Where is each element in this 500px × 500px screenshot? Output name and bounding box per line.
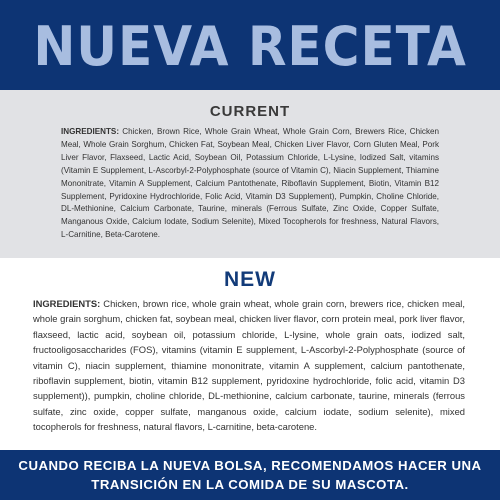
footer-banner: [0, 450, 500, 500]
new-ingredients-label: INGREDIENTS:: [33, 298, 101, 309]
transition-notice-line-2: TRANSICIÓN EN LA COMIDA DE SU MASCOTA.: [91, 477, 409, 492]
current-ingredients-text: Chicken, Brown Rice, Whole Grain Wheat, Whole Grain Corn, Brewers Rice, Chicken Meal, Whole Grain Sorghum, Chicken Fat, Soybean Meal, Chicken Liver Flavor, Corn Gluten Meal, Pork Liver Flavor, Flaxseed, Lactic Acid, Soybean Oil, Potassium Chloride, L-Lysine, Iodized Salt, vitamins (Vitamin E Supplement, L-Ascorbyl-2-Polyphosphate (source of Vitamin C), Niacin Supplement, Thiamine Mononitrate, Vitamin A Supplement, Calcium Pantothenate, Riboflavin Supplement, Biotin, Vitamin B12 Supplement, Pyridoxine Hydrochloride, Folic Acid, Vitamin D3 Supplement), Pumpkin, Choline Chloride, DL-Methionine, Calcium Carbonate, Taurine, minerals (Ferrous Sulfate, Zinc Oxide, Copper Sulfate, Manganous Oxide, Calcium Iodate, Sodium Selenite), Mixed Tocopherols for freshness, Natural Flavors, L-Carnitine, Beta-Carotene.: [61, 127, 439, 240]
transition-notice-line-1: CUANDO RECIBA LA NUEVA BOLSA, RECOMENDAMOS HACER UNA: [18, 458, 482, 473]
new-ingredients-text: Chicken, brown rice, whole grain wheat, whole grain corn, brewers rice, chicken meal, whole grain sorghum, chicken fat, soybean meal, chicken liver flavor, corn protein meal, pork liver flavor, flaxseed, lactic acid, soybean oil, potassium chloride, L-lysine, whole grain oats, iodized salt, fructooligosaccharides (FOS), vitamins (vitamin E supplement, L-Ascorbyl-2-Polyphosphate (source of vitamin C), niacin supplement, thiamine mononitrate, vitamin A supplement, calcium pantothenate, riboflavin supplement, biotin, vitamin B12 supplement, pyridoxine hydrochloride, folic acid, vitamin D3 supplement)), pumpkin, choline chloride, DL-methionine, calcium carbonate, taurine, minerals (ferrous sulfate, zinc oxide, copper sulfate, manganous oxide, calcium iodate, sodium selenite), mixed tocopherols for freshness, natural flavors, L-carnitine, beta-carotene.: [33, 298, 465, 433]
current-heading: CURRENT: [209, 103, 291, 120]
current-ingredients-label: INGREDIENTS:: [61, 127, 120, 136]
page-title: NUEVA RECETA: [33, 14, 467, 78]
new-heading: NEW: [224, 268, 276, 291]
current-ingredients: [61, 126, 439, 242]
new-ingredients: [33, 296, 465, 435]
header-banner: [0, 0, 500, 90]
transition-notice: [18, 456, 481, 494]
